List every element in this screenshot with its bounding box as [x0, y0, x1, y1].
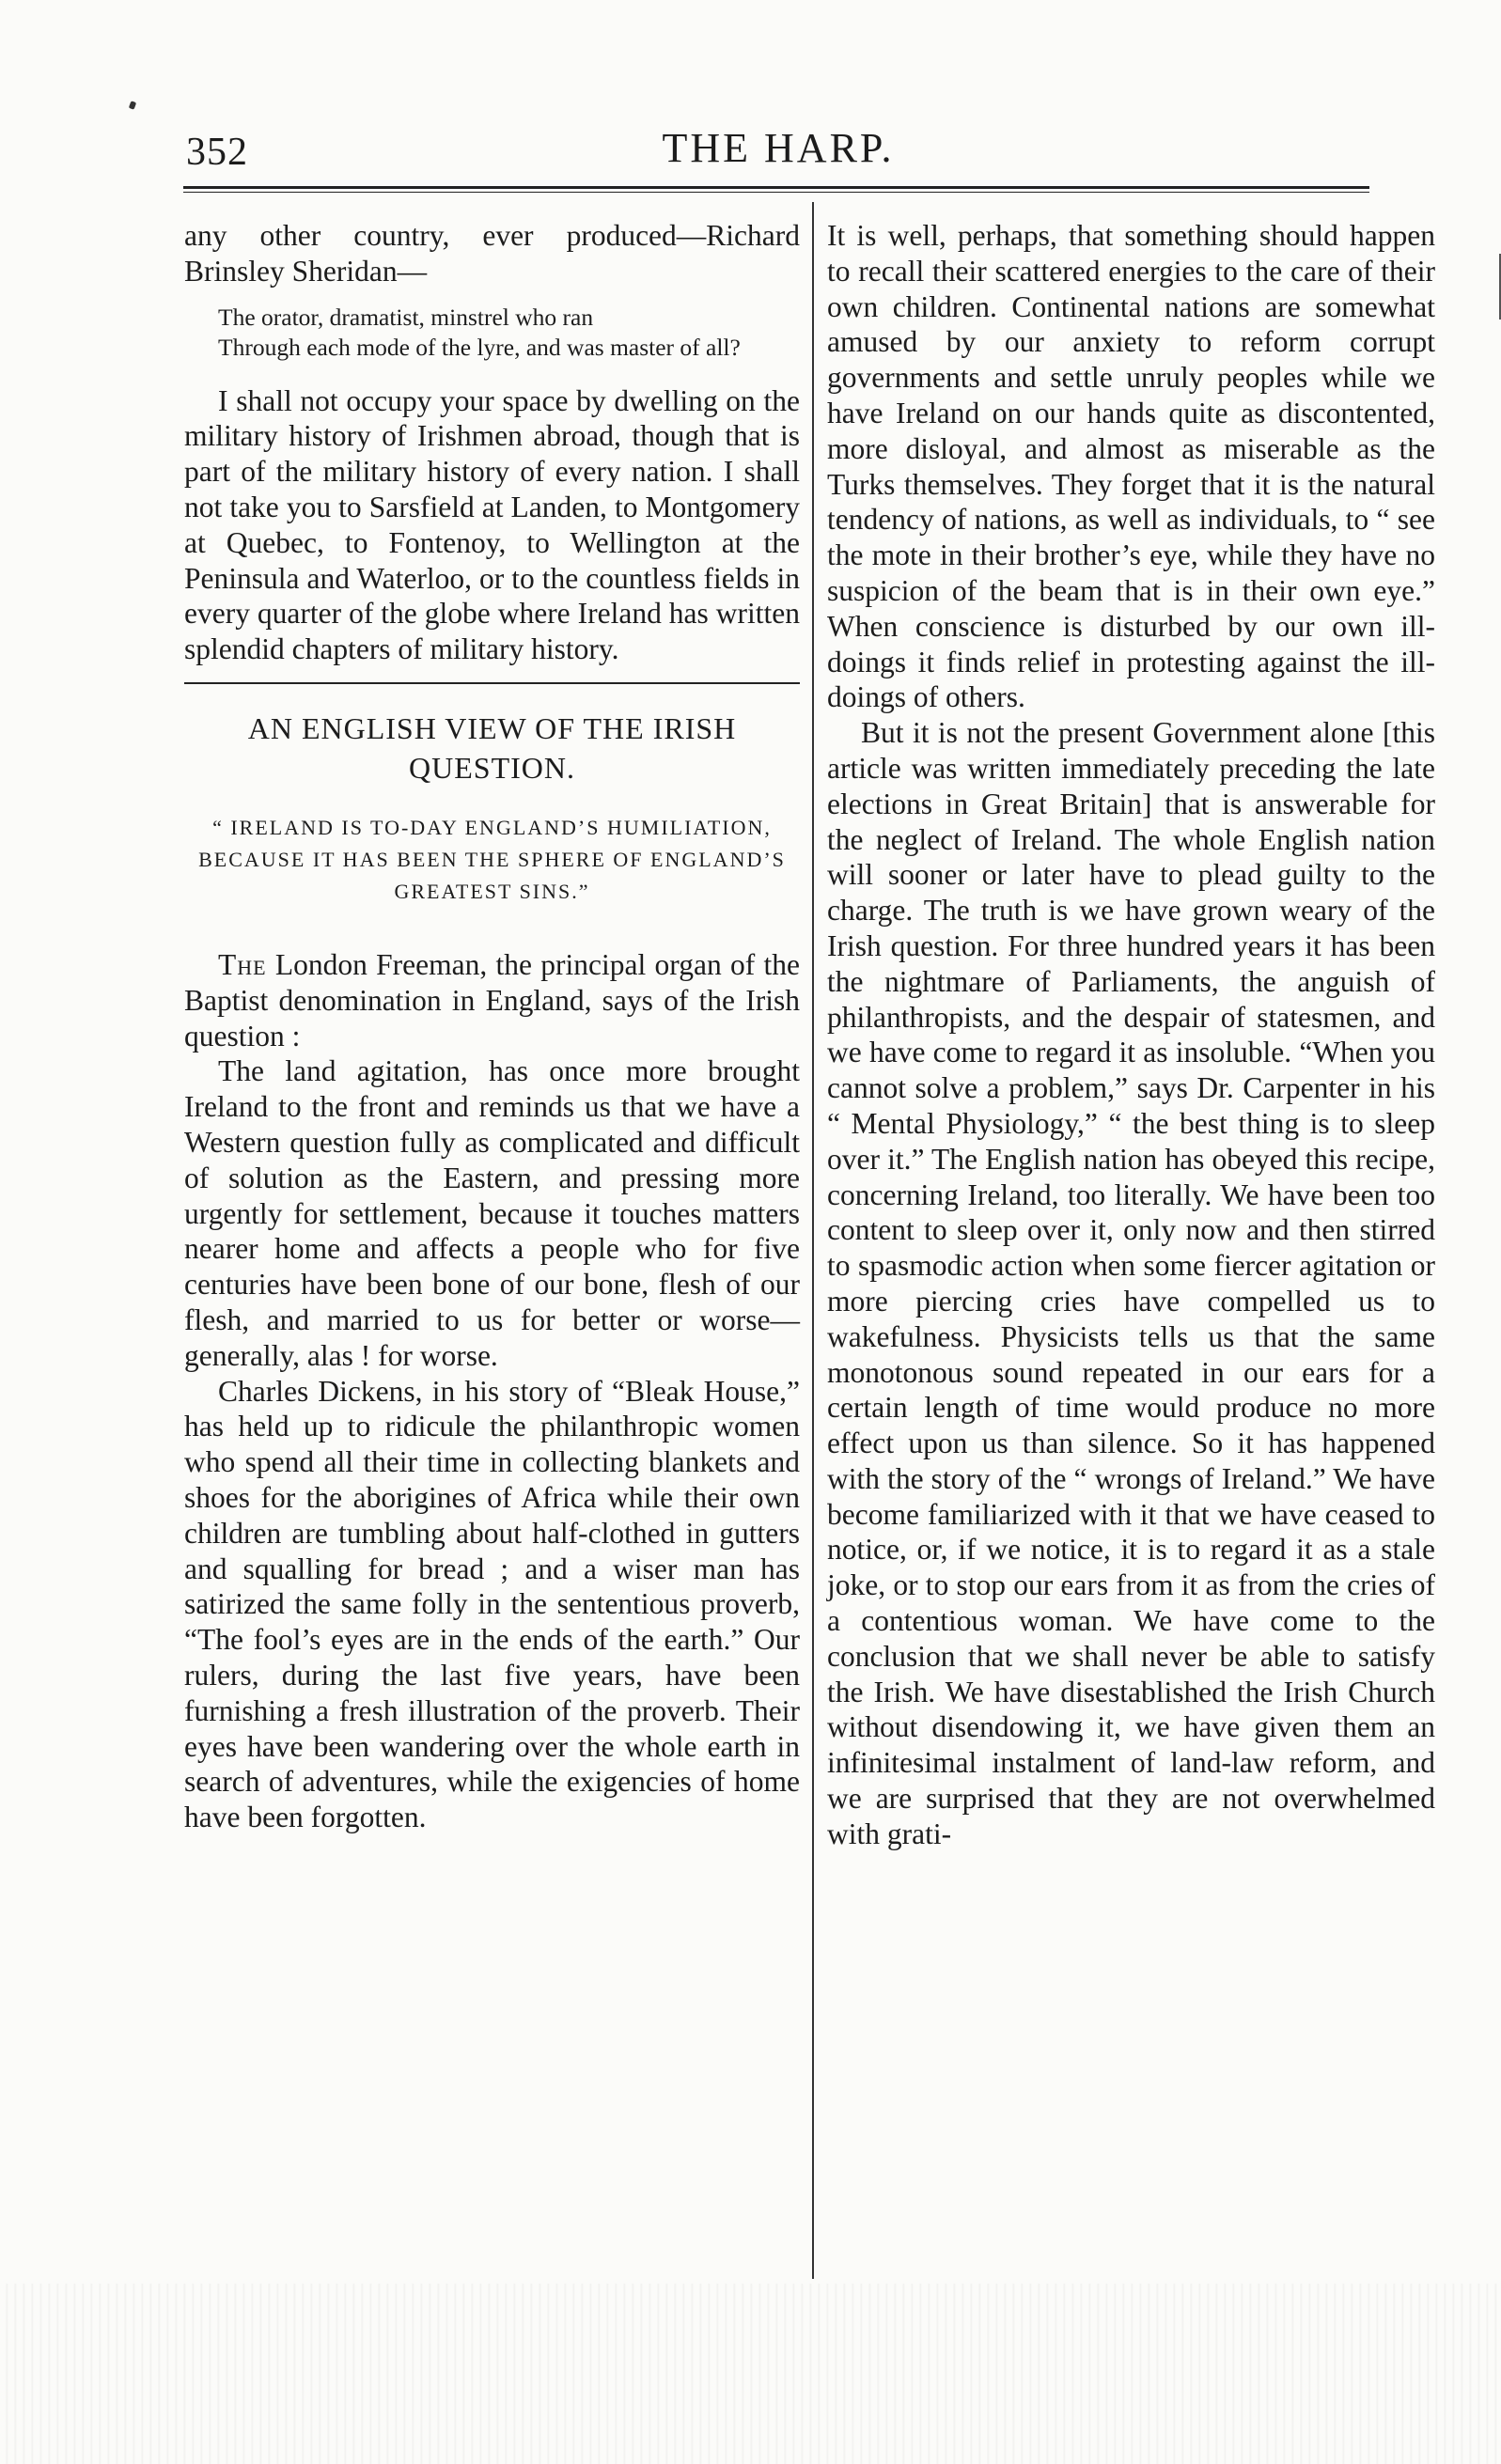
epigraph: “ IRELAND IS TO-DAY ENGLAND’S HUMILIATION, BECAUSE IT HAS BEEN THE SPHERE OF ENGLAND’S GREATEST SINS.”	[198, 815, 786, 903]
paragraph-text: London Freeman, the principal organ of the Baptist denomination in England, says of the Irish question :	[184, 947, 800, 1053]
verse-line: Through each mode of the lyre, and was master of all?	[218, 333, 741, 361]
verse-line: The orator, dramatist, minstrel who ran	[218, 303, 594, 331]
left-column	[184, 218, 800, 1835]
section-rule	[184, 682, 800, 684]
page-header	[186, 124, 1370, 180]
header-rule	[183, 186, 1369, 193]
paragraph: It is well, perhaps, that something should happen to recall their scattered energies to the care of their own children. Continental nations are somewhat amused by our anxiety to reform corrupt governments and settle unruly peoples while we have Ireland on our hands quite as discontented, more disloyal, and almost as miserable as the Turks themselves. They forget that it is the natural tendency of nations, as well as individuals, to “ see the mote in their brother’s eye, while they have no suspicion of the beam that is in their own eye.” When conscience is disturbed by our own ill-doings it finds relief in protesting against the ill-doings of others.	[827, 219, 1435, 714]
stray-ink-mark	[129, 101, 136, 110]
verse-quote	[218, 303, 792, 363]
page-number: 352	[186, 131, 248, 174]
article-title: AN ENGLISH VIEW OF THE IRISH QUESTION.	[247, 710, 737, 785]
paragraph	[184, 947, 800, 1053]
running-title: THE HARP.	[662, 125, 895, 171]
paragraph: Charles Dickens, in his story of “Bleak House,” has held up to ridicule the philanthropic women who spend all their time in collecting blankets and shoes for the aborigines of Africa while their own children are tumbling about half-clothed in gutters and squalling for bread ; and a wiser man has satirized the same folly in the sententious proverb, “The fool’s eyes are in the ends of the earth.” Our rulers, during the last five years, have been furnishing a fresh illustration of the proverb. Their eyes have been wandering over the whole earth in search of adventures, while the exigencies of home have been forgotten.	[184, 1374, 800, 1834]
scan-noise	[0, 2284, 1501, 2464]
column-divider	[812, 202, 814, 2279]
paragraph: But it is not the present Government alone [this article was written immediately preceding the late elections in Great Britain] that is answerable for the neglect of Ireland. The whole English nation will sooner or later have to plead guilty to the charge. The truth is we have grown weary of the Irish question. For three hundred years it has been the nightmare of Parliaments, the anguish of philanthropists, and the despair of statesmen, and we have come to regard it as insoluble. “When you cannot solve a problem,” says Dr. Carpenter in his “ Mental Physiology,” “ the best thing is to sleep over it.” The English nation has obeyed this recipe, concerning Ireland, too literally. We have been too content to sleep over it, only now and then stirred to spasmodic action when some fiercer agitation or more piercing cries have compelled us to wakefulness. Physicists tells us that the same monotonous sound repeated in our ears for a certain length of time would produce no more effect upon us than silence. So it has happened with the story of the “ wrongs of Ireland.” We have become familiarized with it that we have ceased to notice, or, if we notice, it is to regard it as a stale joke, or to stop our ears from it as from the cries of a contentious woman. We have come to the conclusion that we shall never be able to satisfy the Irish. We have disestablished the Irish Church without disendowing it, we have given them an infinitesimal instalment of land-law reform, and we are surprised that they are not overwhelmed with grati-	[827, 716, 1435, 1850]
paragraph: The land agitation, has once more brought Ireland to the front and reminds us that we have a Western question fully as complicated and difficult of solution as the Eastern, and pressing more urgently for settlement, because it touches matters nearer home and affects a people who for five centuries have been bone of our bone, flesh of our flesh, and married to us for better or worse—generally, alas ! for worse.	[184, 1054, 800, 1372]
paragraph: any other country, ever produced—Richard Brinsley Sheridan—	[184, 219, 800, 288]
lead-word: The	[218, 947, 267, 981]
right-column	[827, 218, 1435, 1852]
paragraph: I shall not occupy your space by dwelling on the military history of Irishmen abroad, though that is part of the military history of every nation. I shall not take you to Sarsfield at Landen, to Montgomery at Quebec, to Fontenoy, to Wellington at the Peninsula and Waterloo, or to the countless fields in every quarter of the globe where Ireland has written splendid chapters of military history.	[184, 383, 800, 666]
